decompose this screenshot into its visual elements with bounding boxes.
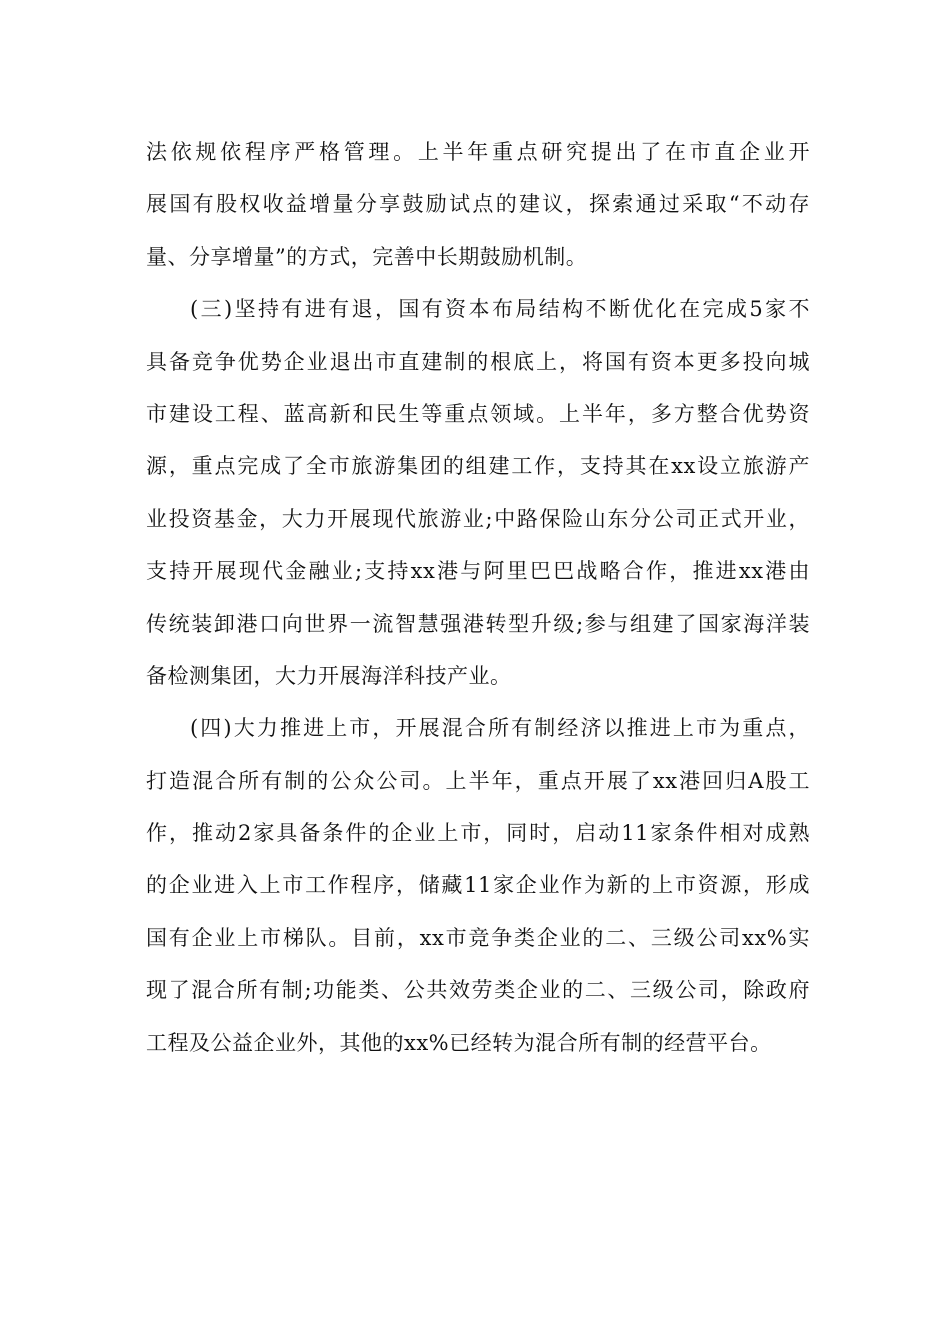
text-line: 法依规依程序严格管理。上半年重点研究提出了在市直企业开: [146, 140, 810, 164]
text-line: 量、分享增量”的方式，完善中长期鼓励机制。: [146, 244, 588, 269]
text-line: 的企业进入上市工作程序，储藏11家企业作为新的上市资源，形成: [146, 873, 810, 898]
text-line: (三)坚持有进有退，国有资本布局结构不断优化在完成5家不: [190, 297, 810, 322]
text-line: 作，推动2家具备条件的企业上市，同时，启动11家条件相对成熟: [146, 821, 810, 846]
paragraph-2: [146, 283, 810, 702]
text-line: 工程及公益企业外，其他的xx%已经转为混合所有制的经营平台。: [146, 1030, 772, 1055]
text-line: 国有企业上市梯队。目前，xx市竞争类企业的二、三级公司xx%实: [146, 925, 810, 950]
text-line: 支持开展现代金融业;支持xx港与阿里巴巴战略合作，推进xx港由: [146, 559, 810, 584]
paragraph-1: [146, 126, 810, 283]
document-body: [146, 126, 810, 1069]
text-line: (四)大力推进上市，开展混合所有制经济以推进上市为重点，: [190, 716, 810, 741]
paragraph-3: [146, 702, 810, 1069]
text-line: 源，重点完成了全市旅游集团的组建工作，支持其在xx设立旅游产: [146, 454, 810, 479]
text-line: 市建设工程、蓝高新和民生等重点领域。上半年，多方整合优势资: [146, 401, 810, 426]
text-line: 传统装卸港口向世界一流智慧强港转型升级;参与组建了国家海洋装: [146, 611, 810, 636]
text-line: 业投资基金，大力开展现代旅游业;中路保险山东分公司正式开业，: [146, 506, 810, 531]
text-line: 现了混合所有制;功能类、公共效劳类企业的二、三级公司，除政府: [146, 978, 810, 1003]
text-line: 具备竞争优势企业退出市直建制的根底上，将国有资本更多投向城: [146, 349, 810, 374]
text-line: 打造混合所有制的公众公司。上半年，重点开展了xx港回归A股工: [146, 768, 810, 793]
text-line: 展国有股权收益增量分享鼓励试点的建议，探索通过采取“不动存: [146, 192, 810, 217]
text-line: 备检测集团，大力开展海洋科技产业。: [146, 663, 512, 688]
